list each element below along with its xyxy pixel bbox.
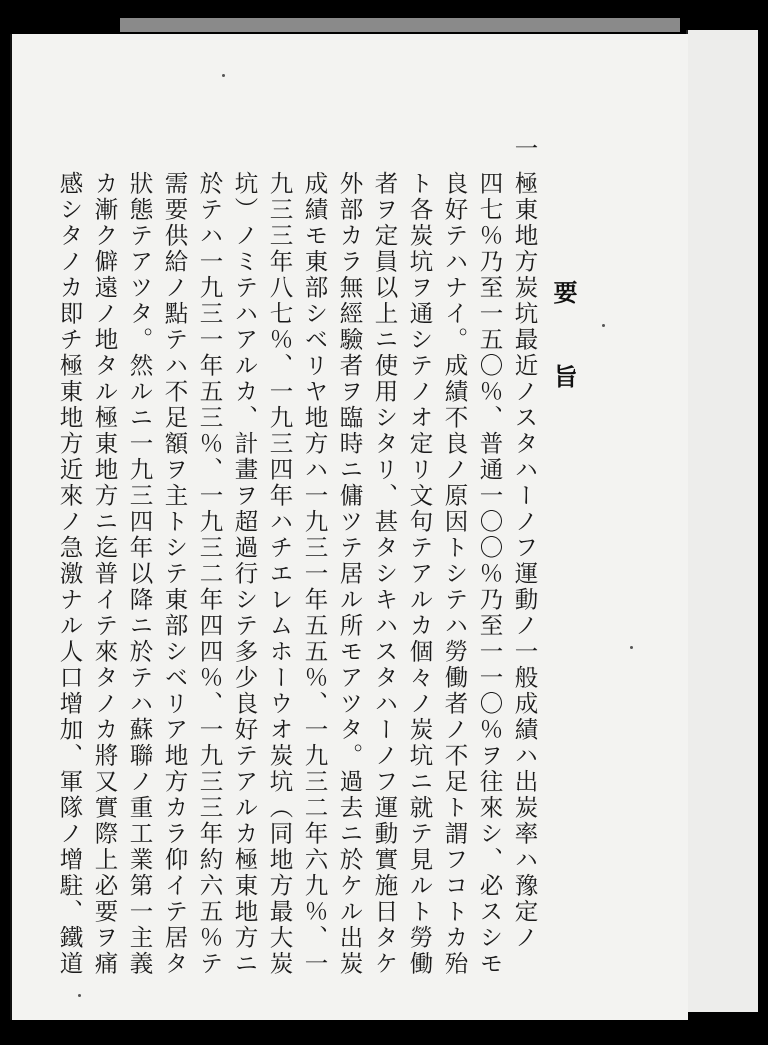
bullet-mark: 一 bbox=[510, 136, 539, 162]
text-column-3: 良好テハナイ。成績不良ノ原因トシテハ勞働者ノ不足ト謂フコトカ殆 bbox=[440, 171, 469, 977]
page-heading: 要旨 bbox=[549, 280, 578, 448]
scan-speck bbox=[630, 646, 633, 649]
text-column-11: 需要供給ノ點テハ不足額ヲ主トシテ東部シベリア地方カラ仰イテ居タ bbox=[160, 171, 189, 977]
scan-speck bbox=[78, 994, 81, 997]
text-column-9: 坑）ノミテハアルカ、計畫ヲ超過行シテ多少良好テアルカ極東地方ニ bbox=[230, 171, 259, 977]
text-column-4: ト各炭坑ヲ通シテノオ定リ文句テアルカ個々ノ炭坑ニ就テ見ルト勞働 bbox=[405, 171, 434, 977]
text-column-7: 成績モ東部シベリヤ地方ハ一九三一年五五％、一九三二年六九％、一 bbox=[300, 171, 329, 977]
scan-speck bbox=[602, 324, 605, 327]
text-column-6: 外部カラ無經驗者ヲ臨時ニ傭ツテ居ル所モアツタ。過去ニ於ケル出炭 bbox=[335, 171, 364, 977]
text-column-10: 於テハ一九三一年五三％、一九三二年四四％、一九三三年約六五％テ bbox=[195, 171, 224, 977]
text-column-12: 狀態テアツタ。然ルニ一九三四年以降ニ於テハ蘇聯ノ重工業第一主義 bbox=[125, 171, 154, 977]
text-column-2: 四七％乃至一五〇％、普通一〇〇％乃至一一〇％ヲ往來シ、必スシモ bbox=[475, 171, 504, 977]
text-column-14: 感シタノカ即チ極東地方近來ノ急激ナル人口增加、軍隊ノ增駐、鐵道 bbox=[55, 171, 84, 977]
adjacent-page-margin bbox=[686, 30, 758, 1012]
text-column-1: 極東地方炭坑最近ノスタハーノフ運動ノ一般成績ハ出炭率ハ豫定ノ bbox=[510, 171, 539, 951]
text-column-8: 九三三年八七％、一九三四年ハチエレムホーウオ炭坑（同地方最大炭 bbox=[265, 171, 294, 977]
scan-speck bbox=[222, 74, 225, 77]
page-edge-shadow bbox=[120, 18, 680, 32]
document-page bbox=[10, 34, 688, 1020]
text-column-5: 者ヲ定員以上ニ使用シタリ、甚タシキハスタハーノフ運動實施日タケ bbox=[370, 171, 399, 977]
text-column-13: カ漸ク僻遠ノ地タル極東地方ニ迄普イテ來タノカ將又實際上必要ヲ痛 bbox=[90, 171, 119, 977]
